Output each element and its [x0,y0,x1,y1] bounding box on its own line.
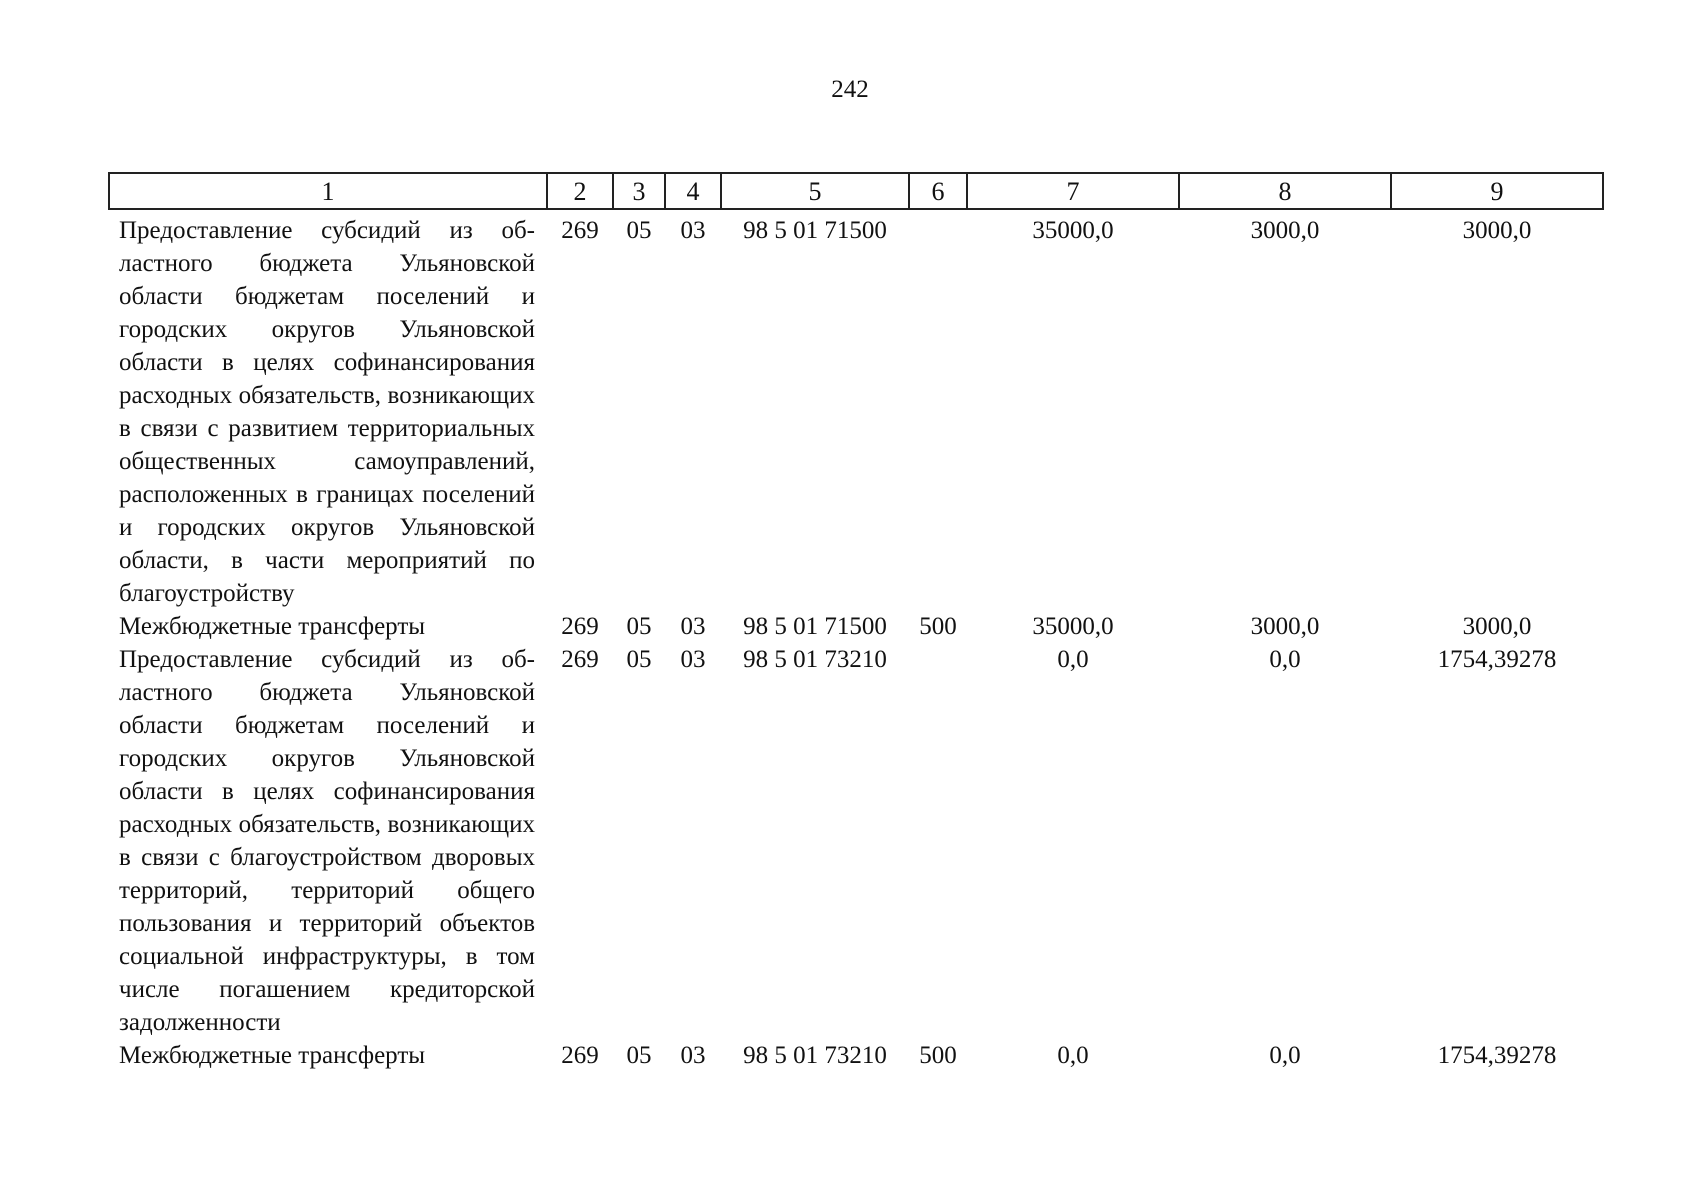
cell-col9: 1754,39278 [1437,646,1557,673]
budget-table [108,172,1604,1072]
cell-col2: 269 [561,613,599,640]
table-row [109,1039,1603,1072]
cell-col7: 0,0 [1057,1042,1089,1069]
cell-col4: 03 [680,646,706,673]
table-row [109,610,1603,643]
column-header-5: 5 [721,173,909,209]
cell-col2: 269 [561,217,599,244]
cell-col5: 98 5 01 71500 [743,217,887,244]
cell-col9: 1754,39278 [1437,1042,1557,1069]
column-header-8: 8 [1179,173,1391,209]
column-header-7: 7 [967,173,1179,209]
cell-col3: 05 [626,217,652,244]
column-header-4: 4 [665,173,721,209]
cell-col8: 3000,0 [1250,217,1320,244]
cell-col6 [909,643,967,1039]
column-header-3: 3 [613,173,665,209]
column-header-9: 9 [1391,173,1603,209]
cell-col9: 3000,0 [1462,217,1532,244]
cell-col6: 500 [919,1042,957,1069]
table-row [109,643,1603,1039]
row-description: Предоставление субсидий из областного бюджета Ульяновской области бюджетам поселений и городских округов Ульяновской области в целях софинансирования расходных обязательств, возникающих в связи с развитием территориальных общественных самоуправлений, расположенных в границах поселений и городских округов Ульяновской области, в части мероприятий по благоустройству [119,217,535,607]
cell-col8: 0,0 [1269,1042,1301,1069]
cell-col7: 0,0 [1057,646,1089,673]
column-header-6: 6 [909,173,967,209]
table-row [109,209,1603,610]
cell-col5: 98 5 01 71500 [743,613,887,640]
cell-col3: 05 [626,1042,652,1069]
cell-col4: 03 [680,1042,706,1069]
page-number: 242 [831,76,869,103]
cell-col3: 05 [626,613,652,640]
cell-col5: 98 5 01 73210 [743,646,887,673]
cell-col6: 500 [919,613,957,640]
row-description: Межбюджетные трансферты [119,613,426,640]
cell-col3: 05 [626,646,652,673]
cell-col9: 3000,0 [1462,613,1532,640]
cell-col2: 269 [561,1042,599,1069]
cell-col7: 35000,0 [1032,217,1114,244]
cell-col8: 3000,0 [1250,613,1320,640]
row-description: Предоставление субсидий из областного бюджета Ульяновской области бюджетам поселений и городских округов Ульяновской области в целях софинансирования расходных обязательств, возникающих в связи с благоустройством дворовых территорий, территорий общего пользования и территорий объектов социальной инфраструктуры, в том числе погашением кредиторской задолженности [119,646,535,1036]
column-header-2: 2 [547,173,613,209]
cell-col7: 35000,0 [1032,613,1114,640]
cell-col5: 98 5 01 73210 [743,1042,887,1069]
header-row [109,173,1603,209]
cell-col4: 03 [680,217,706,244]
row-description: Межбюджетные трансферты [119,1042,426,1069]
cell-col8: 0,0 [1269,646,1301,673]
cell-col6 [909,209,967,610]
column-header-1: 1 [109,173,547,209]
cell-col2: 269 [561,646,599,673]
cell-col4: 03 [680,613,706,640]
